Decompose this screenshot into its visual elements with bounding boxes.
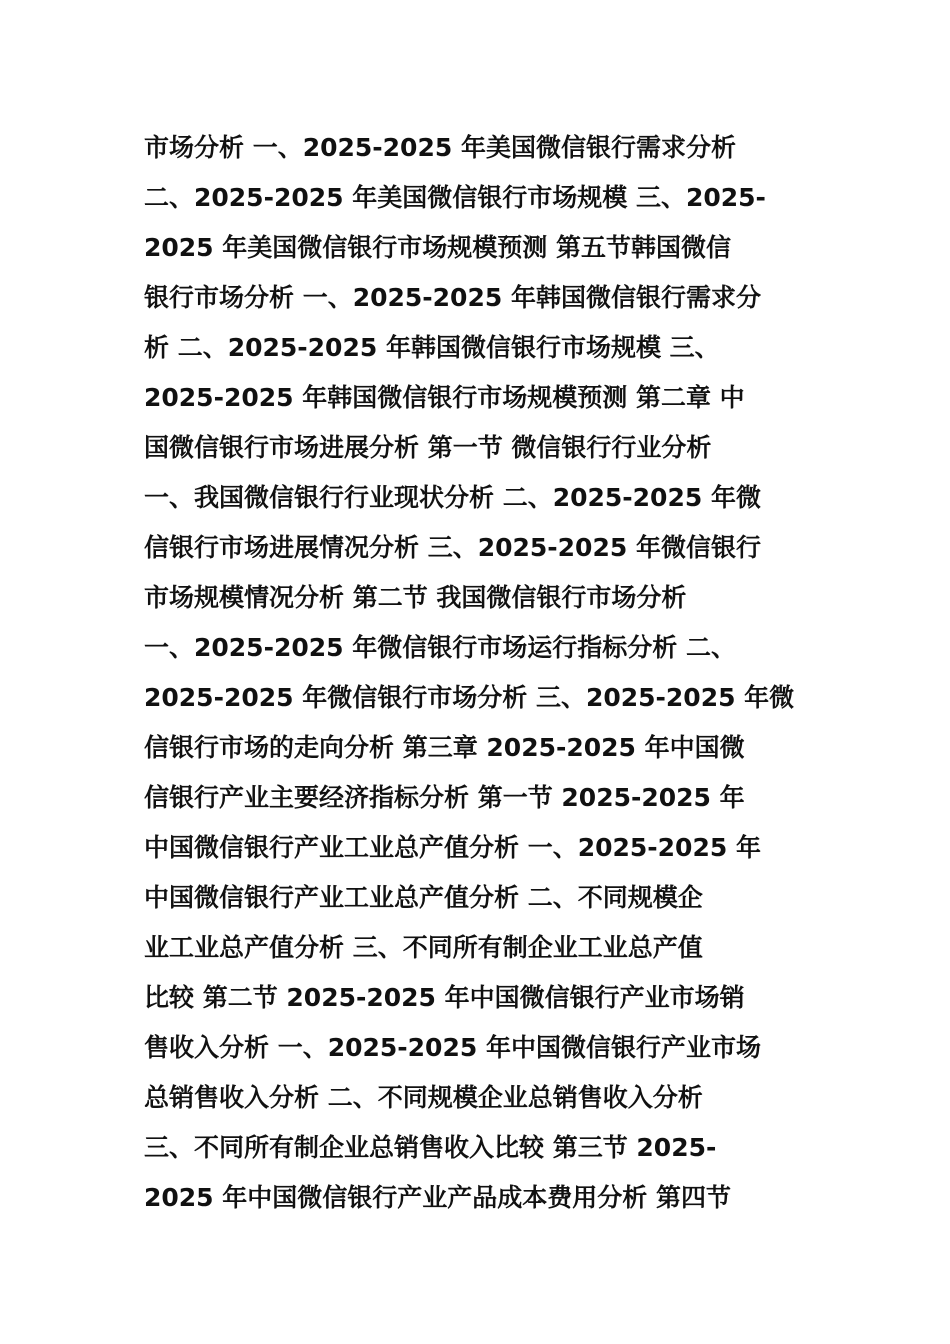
text-line-19: 售收入分析 一、2025-2025 年中国微信银行产业市场 bbox=[144, 1033, 761, 1062]
text-line-8: 一、我国微信银行行业现状分析 二、2025-2025 年微 bbox=[144, 483, 761, 512]
text-line-15: 中国微信银行产业工业总产值分析 一、2025-2025 年 bbox=[144, 833, 761, 862]
text-line-21: 三、不同所有制企业总销售收入比较 第三节 2025- bbox=[144, 1133, 717, 1162]
text-line-10: 市场规模情况分析 第二节 我国微信银行市场分析 bbox=[144, 583, 687, 612]
text-line-5: 析 二、2025-2025 年韩国微信银行市场规模 三、 bbox=[144, 333, 720, 362]
body-text bbox=[144, 123, 824, 1223]
text-line-14: 信银行产业主要经济指标分析 第一节 2025-2025 年 bbox=[144, 783, 745, 812]
text-line-13: 信银行市场的走向分析 第三章 2025-2025 年中国微 bbox=[144, 733, 745, 762]
text-line-6: 2025-2025 年韩国微信银行市场规模预测 第二章 中 bbox=[144, 383, 745, 412]
text-line-4: 银行市场分析 一、2025-2025 年韩国微信银行需求分 bbox=[144, 283, 761, 312]
text-line-17: 业工业总产值分析 三、不同所有制企业工业总产值 bbox=[144, 933, 703, 962]
text-line-12: 2025-2025 年微信银行市场分析 三、2025-2025 年微 bbox=[144, 683, 795, 712]
text-line-16: 中国微信银行产业工业总产值分析 二、不同规模企 bbox=[144, 883, 703, 912]
text-line-18: 比较 第二节 2025-2025 年中国微信银行产业市场销 bbox=[144, 983, 745, 1012]
text-line-9: 信银行市场进展情况分析 三、2025-2025 年微信银行 bbox=[144, 533, 761, 562]
text-line-3: 2025 年美国微信银行市场规模预测 第五节韩国微信 bbox=[144, 233, 731, 262]
text-line-1: 市场分析 一、2025-2025 年美国微信银行需求分析 bbox=[144, 133, 736, 162]
text-line-2: 二、2025-2025 年美国微信银行市场规模 三、2025- bbox=[144, 183, 766, 212]
text-line-20: 总销售收入分析 二、不同规模企业总销售收入分析 bbox=[144, 1083, 703, 1112]
text-line-11: 一、2025-2025 年微信银行市场运行指标分析 二、 bbox=[144, 633, 736, 662]
text-line-22: 2025 年中国微信银行产业产品成本费用分析 第四节 bbox=[144, 1183, 731, 1212]
text-line-7: 国微信银行市场进展分析 第一节 微信银行行业分析 bbox=[144, 433, 712, 462]
